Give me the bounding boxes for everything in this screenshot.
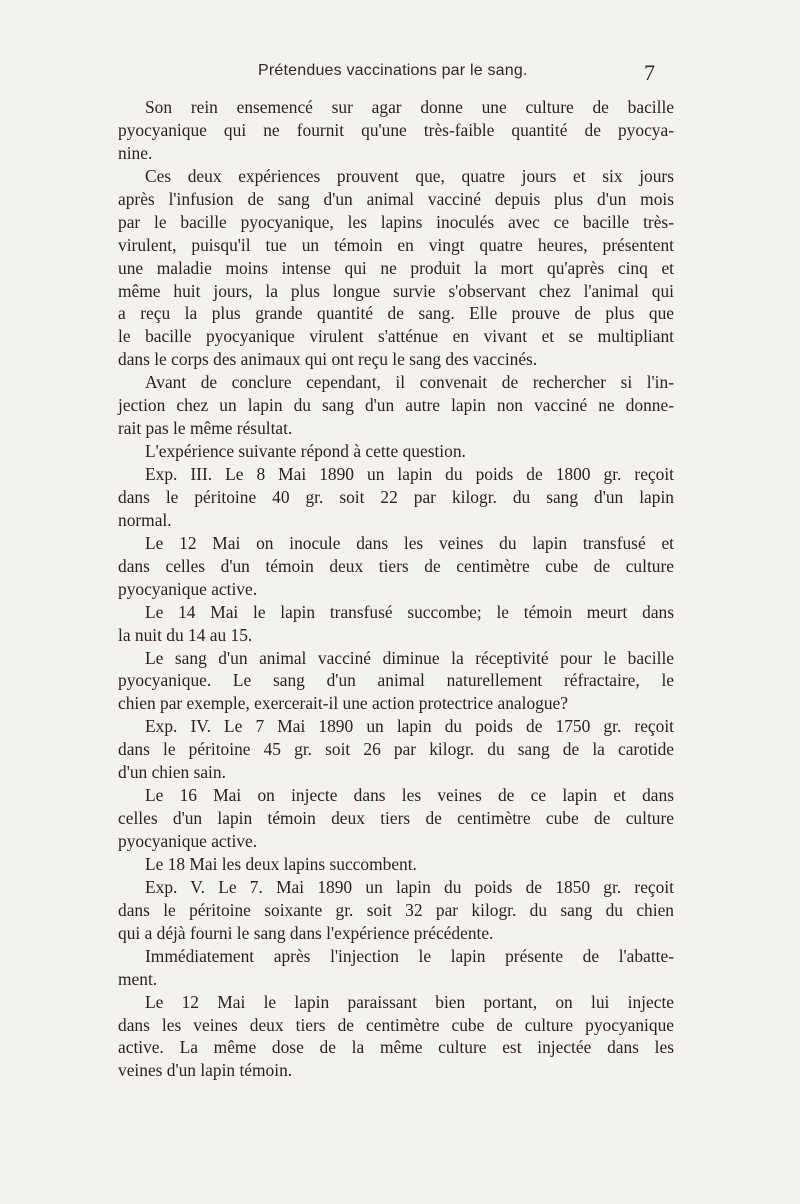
text-line: normal. [118,509,172,530]
text-line: celles d'un lapin témoin deux tiers de centimètre cube de culture [118,808,674,829]
text-line: le bacille pyocyanique virulent s'atténue en vivant et se multipliant [118,326,674,347]
text-line: a reçu la plus grande quantité de sang. Elle prouve de plus que [118,303,674,324]
text-line: une maladie moins intense qui ne produit la mort qu'après cinq et [118,257,674,278]
text-line: Le 12 Mai on inocule dans les veines du lapin transfusé et [145,532,674,553]
text-line: Avant de conclure cependant, il convenait de rechercher si l'in- [145,372,674,393]
page-number: 7 [644,60,655,85]
text-line: Ces deux expériences prouvent que, quatre jours et six jours [145,165,674,186]
text-line: par le bacille pyocyanique, les lapins inoculés avec ce bacille très- [118,211,674,232]
text-line: dans le péritoine soixante gr. soit 32 par kilogr. du sang du chien [118,899,674,920]
text-line: d'un chien sain. [118,762,226,783]
text-line: dans celles d'un témoin deux tiers de centimètre cube de culture [118,555,674,576]
text-line: jection chez un lapin du sang d'un autre lapin non vacciné ne donne- [118,395,674,416]
text-line: nine. [118,142,153,163]
text-line: pyocyanique. Le sang d'un animal naturellement réfractaire, le [118,670,674,691]
text-line: Exp. III. Le 8 Mai 1890 un lapin du poids de 1800 gr. reçoit [145,464,674,484]
text-line: Le 14 Mai le lapin transfusé succombe; le témoin meurt dans [145,601,674,622]
text-line: dans le péritoine 45 gr. soit 26 par kilogr. du sang de la carotide [118,739,674,760]
text-line: pyocyanique active. [118,578,258,599]
text-line: virulent, puisqu'il tue un témoin en vingt quatre heures, présentent [118,234,674,255]
text-line: qui a déjà fourni le sang dans l'expérience précédente. [118,922,494,943]
text-line: Le sang d'un animal vacciné diminue la réceptivité pour le bacille [145,647,674,668]
body-text [118,96,674,1082]
text-line: pyocyanique active. [118,831,258,851]
text-line: chien par exemple, exercerait-il une action protectrice analogue? [118,693,568,714]
running-title: Prétendues vaccinations par le sang. [258,62,528,79]
text-line: ment. [118,968,158,989]
text-line: rait pas le même résultat. [118,418,293,439]
text-line: même huit jours, la plus longue survie s'observant chez l'animal qui [118,280,674,301]
text-line: la nuit du 14 au 15. [118,624,253,645]
text-line: veines d'un lapin témoin. [118,1060,293,1081]
text-line: dans les veines deux tiers de centimètre cube de culture pyocyanique [118,1014,674,1035]
text-line: Exp. IV. Le 7 Mai 1890 un lapin du poids de 1750 gr. reçoit [145,716,674,737]
text-line: Exp. V. Le 7. Mai 1890 un lapin du poids de 1850 gr. reçoit [145,876,674,897]
text-line: L'expérience suivante répond à cette question. [145,441,466,462]
text-line: Le 16 Mai on injecte dans les veines de ce lapin et dans [145,785,674,806]
text-line: active. La même dose de la même culture est injectée dans les [118,1037,674,1058]
text-line: dans le péritoine 40 gr. soit 22 par kilogr. du sang d'un lapin [118,486,674,507]
text-line: Immédiatement après l'injection le lapin présente de l'abatte- [145,945,674,966]
text-line: Le 12 Mai le lapin paraissant bien portant, on lui injecte [145,991,674,1012]
text-line: Le 18 Mai les deux lapins succombent. [145,853,417,874]
text-line: Son rein ensemencé sur agar donne une culture de bacille [145,97,674,117]
text-line: après l'infusion de sang d'un animal vacciné depuis plus d'un mois [118,188,674,209]
text-line: pyocyanique qui ne fournit qu'une très-faible quantité de pyocya- [118,119,674,140]
page-header [0,56,800,86]
text-line: dans le corps des animaux qui ont reçu le sang des vaccinés. [118,349,538,370]
